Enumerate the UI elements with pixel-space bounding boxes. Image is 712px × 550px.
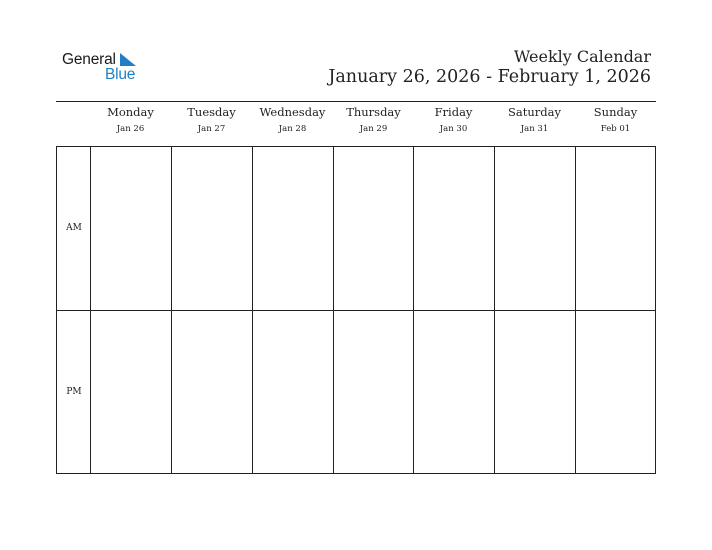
day-header-thursday xyxy=(333,104,414,135)
day-date: Jan 28 xyxy=(278,124,307,134)
period-label-pm: PM xyxy=(66,387,82,397)
day-name: Wednesday xyxy=(259,105,326,119)
generalblue-logo xyxy=(62,50,152,86)
logo-triangle-icon xyxy=(118,53,136,66)
day-header-sunday xyxy=(575,104,656,135)
day-name: Tuesday xyxy=(187,105,236,119)
day-name: Monday xyxy=(107,105,154,119)
day-header-monday xyxy=(90,104,171,135)
day-header-tuesday xyxy=(171,104,252,135)
date-range: January 26, 2026 - February 1, 2026 xyxy=(328,67,651,87)
day-date: Jan 27 xyxy=(197,124,226,134)
day-header-friday xyxy=(413,104,494,135)
day-header-saturday xyxy=(494,104,575,135)
day-date: Jan 31 xyxy=(520,124,549,134)
day-name: Thursday xyxy=(346,105,401,119)
day-date: Jan 26 xyxy=(116,124,145,134)
day-header-wednesday xyxy=(252,104,333,135)
header-divider xyxy=(56,101,656,102)
day-name: Saturday xyxy=(508,105,561,119)
am-pm-divider xyxy=(57,310,655,311)
day-date: Feb 01 xyxy=(600,124,631,134)
day-date: Jan 30 xyxy=(439,124,468,134)
calendar-title: Weekly Calendar xyxy=(513,47,651,66)
period-label-am: AM xyxy=(66,223,82,233)
logo-text-blue: Blue xyxy=(105,66,136,83)
day-name: Sunday xyxy=(593,105,638,119)
day-date: Jan 29 xyxy=(359,124,388,134)
week-grid xyxy=(56,146,656,474)
day-name: Friday xyxy=(434,105,473,119)
logo-text-general: General xyxy=(62,51,116,68)
